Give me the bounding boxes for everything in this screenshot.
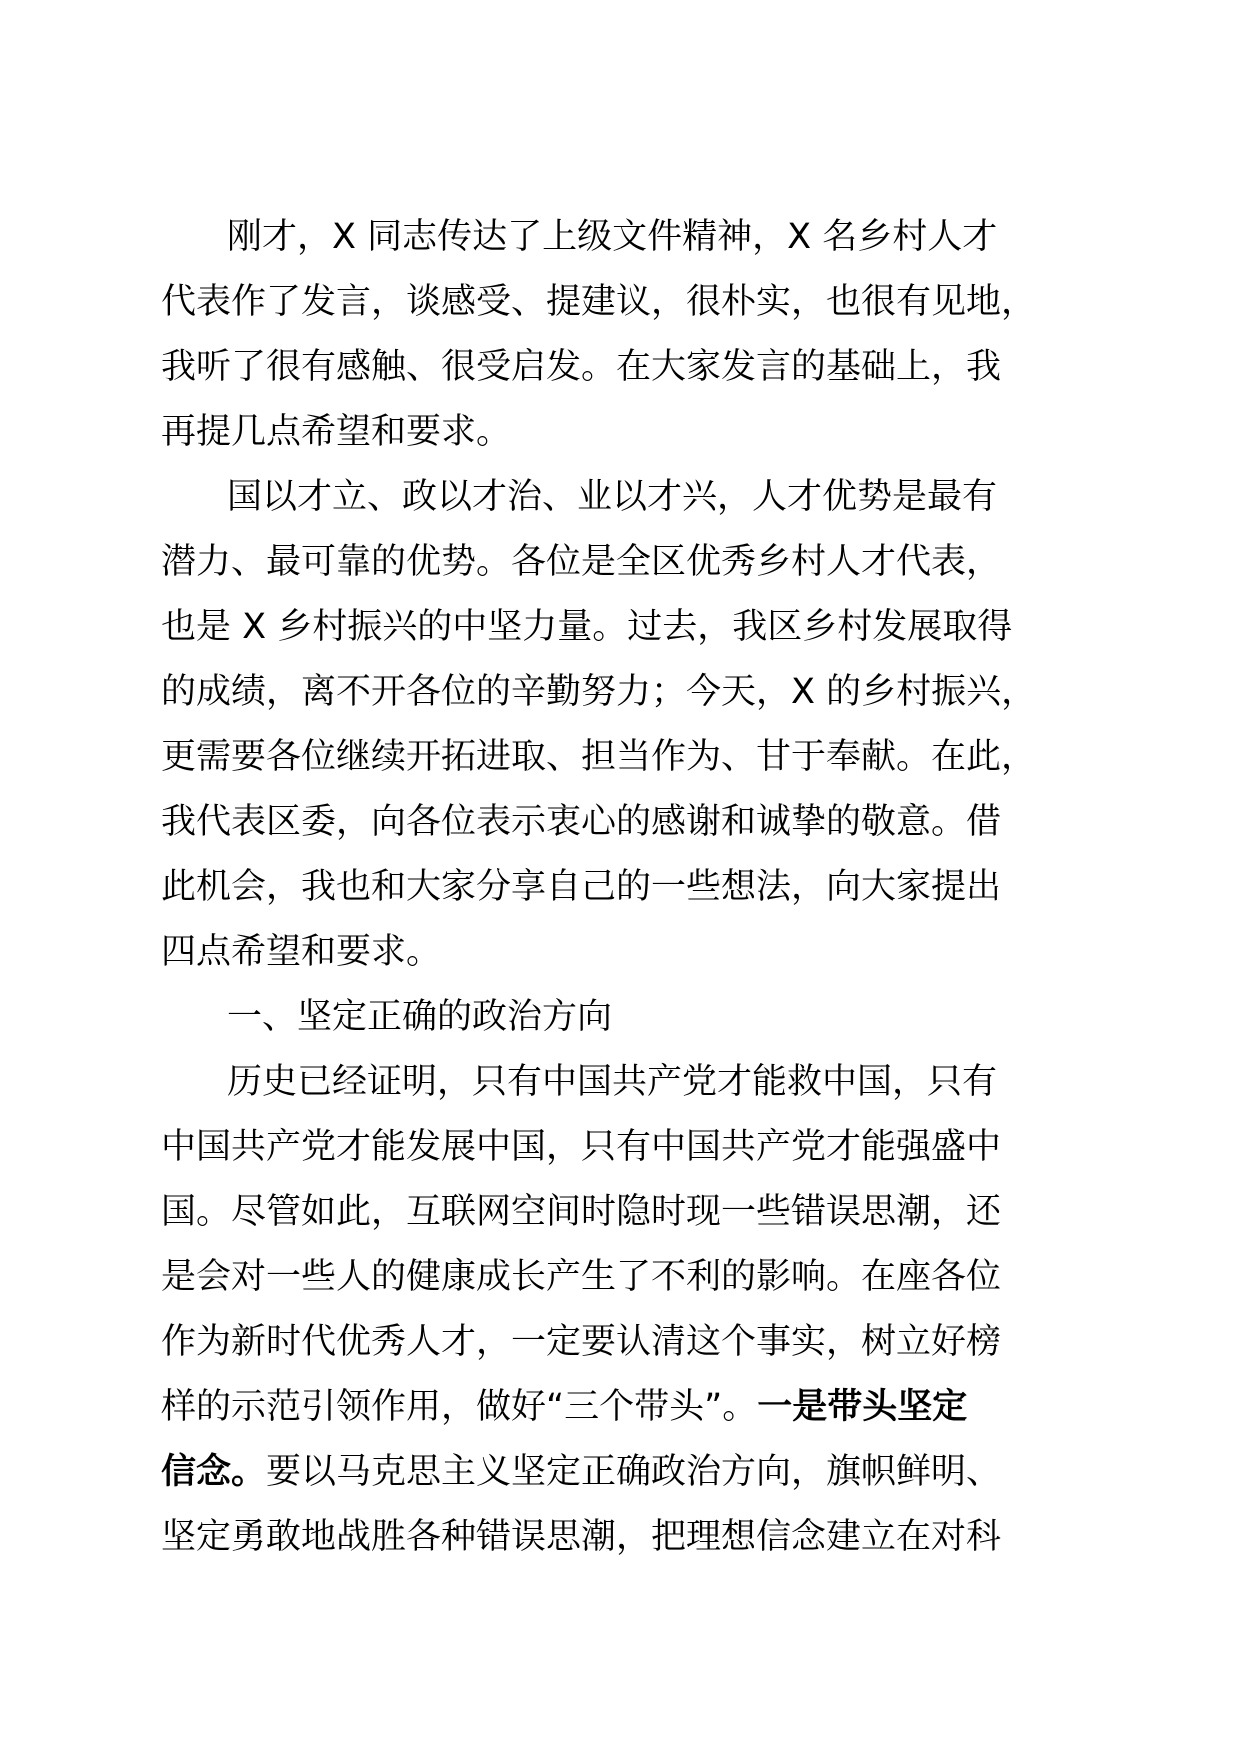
text-line <box>161 1050 1001 1115</box>
text-line <box>161 855 1001 920</box>
text-line <box>161 660 1037 725</box>
text-segment: 一、坚定正确的政治方向 <box>227 997 613 1037</box>
text-line <box>161 1505 1001 1570</box>
text-line <box>161 1115 1001 1180</box>
text-line <box>161 400 1001 465</box>
text-segment: 中国共产党才能发展中国，只有中国共产党才能强盛中 <box>161 1127 1002 1167</box>
text-segment: 的成绩，离不开各位的辛勤努力；今天，X 的乡村振兴， <box>161 672 1037 712</box>
bold-text-segment: 信念。 <box>161 1452 267 1492</box>
text-segment: 刚才，X 同志传达了上级文件精神，X 名乡村人才 <box>227 217 998 257</box>
text-segment: 更需要各位继续开拓进取、担当作为、甘于奉献。在此， <box>161 737 1037 777</box>
text-segment: 代表作了发言，谈感受、提建议，很朴实，也很有见地， <box>161 282 1037 322</box>
text-line <box>161 465 1001 530</box>
text-segment: 国以才立、政以才治、业以才兴，人才优势是最有 <box>227 477 998 517</box>
text-line <box>161 985 1001 1050</box>
text-line <box>161 1310 1001 1375</box>
text-line <box>161 270 1037 335</box>
text-segment: 我听了很有感触、很受启发。在大家发言的基础上，我 <box>161 347 1002 387</box>
text-line <box>161 205 1001 270</box>
text-line <box>161 725 1037 790</box>
text-line <box>161 790 1001 855</box>
text-line <box>161 530 1001 595</box>
text-segment: 国。尽管如此，互联网空间时隐时现一些错误思潮，还 <box>161 1192 1002 1232</box>
text-line <box>161 335 1001 400</box>
text-segment: 再提几点希望和要求。 <box>161 412 512 452</box>
text-segment: 历史已经证明，只有中国共产党才能救中国，只有 <box>227 1062 998 1102</box>
text-segment: 坚定勇敢地战胜各种错误思潮，把理想信念建立在对科 <box>161 1517 1002 1557</box>
text-line <box>161 1245 1001 1310</box>
text-line <box>161 1440 1001 1505</box>
text-segment: 样的示范引领作用，做好“三个带头”。 <box>161 1387 758 1427</box>
bold-text-segment: 一是带头坚定 <box>757 1387 968 1427</box>
text-segment: 作为新时代优秀人才，一定要认清这个事实，树立好榜 <box>161 1322 1002 1362</box>
body-text <box>161 205 1037 1570</box>
text-line <box>161 1375 1001 1440</box>
text-segment: 是会对一些人的健康成长产生了不利的影响。在座各位 <box>161 1257 1002 1297</box>
text-segment: 要以马克思主义坚定正确政治方向，旗帜鲜明、 <box>266 1452 1002 1492</box>
text-segment: 四点希望和要求。 <box>161 932 442 972</box>
text-segment: 此机会，我也和大家分享自己的一些想法，向大家提出 <box>161 867 1002 907</box>
text-segment: 我代表区委，向各位表示衷心的感谢和诚挚的敬意。借 <box>161 802 1002 842</box>
text-segment: 也是 X 乡村振兴的中坚力量。过去，我区乡村发展取得 <box>161 607 1013 647</box>
text-line <box>161 595 1013 660</box>
text-segment: 潜力、最可靠的优势。各位是全区优秀乡村人才代表， <box>161 542 1002 582</box>
text-line <box>161 1180 1001 1245</box>
text-line <box>161 920 1001 985</box>
